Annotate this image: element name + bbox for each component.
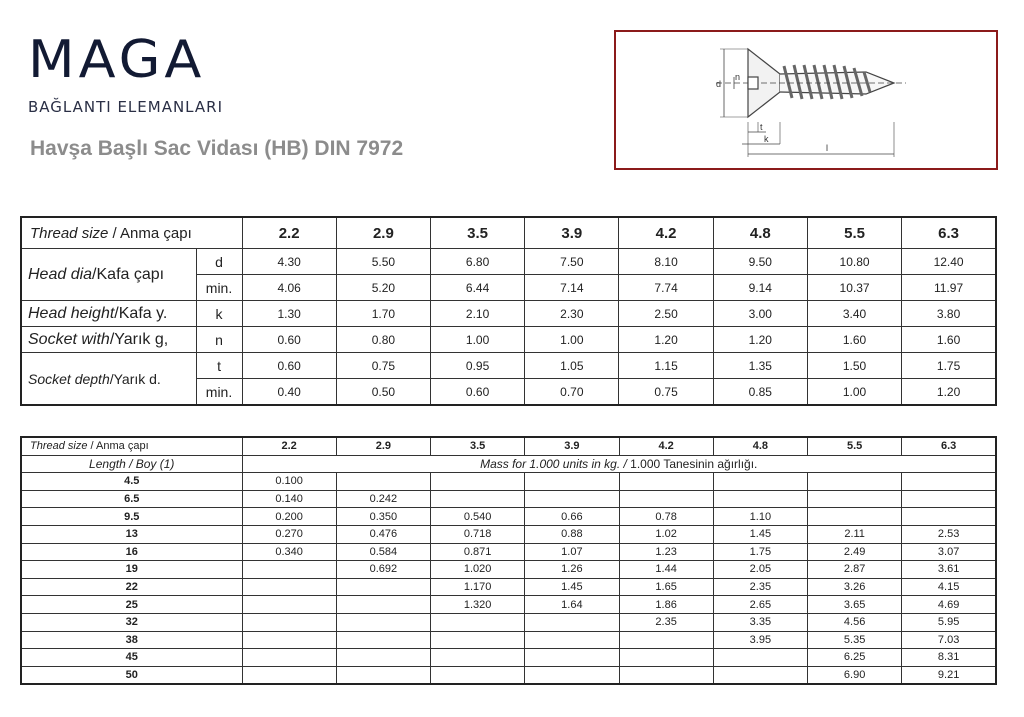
value-cell: 7.14 — [525, 275, 619, 301]
mass-value-cell — [431, 631, 525, 649]
mass-value-cell: 9.21 — [902, 666, 996, 684]
mass-value-cell: 3.07 — [902, 543, 996, 561]
brand-tagline: BAĞLANTI ELEMANLARI — [28, 98, 223, 116]
mass-value-cell: 0.78 — [619, 508, 713, 526]
param-head-height: Head height/Kafa y. — [21, 301, 196, 327]
length-cell: 22 — [21, 578, 242, 596]
mass-value-cell — [242, 596, 336, 614]
value-cell: 1.00 — [430, 327, 524, 353]
length-cell: 9.5 — [21, 508, 242, 526]
mass-value-cell — [525, 490, 619, 508]
mass-value-cell — [525, 649, 619, 667]
product-title: Havşa Başlı Sac Vidası (HB) DIN 7972 — [30, 137, 404, 160]
mass-row — [21, 561, 996, 579]
value-cell: 0.60 — [430, 379, 524, 406]
mass-row — [21, 490, 996, 508]
value-cell: 1.50 — [807, 353, 901, 379]
mass-value-cell: 4.69 — [902, 596, 996, 614]
value-cell: 1.35 — [713, 353, 807, 379]
screw-diagram — [614, 30, 998, 170]
value-cell: 5.20 — [336, 275, 430, 301]
size-header: 3.9 — [525, 217, 619, 249]
dimensions-header-row — [21, 217, 996, 249]
mass-value-cell — [336, 473, 430, 491]
mass-table — [20, 436, 997, 685]
mass-value-cell: 0.242 — [336, 490, 430, 508]
mass-value-cell: 0.476 — [336, 525, 430, 543]
mass-value-cell: 6.90 — [808, 666, 902, 684]
mass-value-cell — [242, 666, 336, 684]
mass-value-cell: 1.02 — [619, 525, 713, 543]
value-cell: 1.20 — [619, 327, 713, 353]
mass-value-cell: 2.65 — [713, 596, 807, 614]
mass-row — [21, 508, 996, 526]
mass-value-cell — [242, 613, 336, 631]
length-label: Length / Boy (1) — [21, 455, 242, 473]
size-header: 4.2 — [619, 437, 713, 455]
value-cell: 1.15 — [619, 353, 713, 379]
size-header: 2.9 — [336, 437, 430, 455]
size-header: 3.5 — [431, 437, 525, 455]
size-header: 6.3 — [902, 217, 996, 249]
mass-value-cell: 3.61 — [902, 561, 996, 579]
mass-value-cell: 4.56 — [808, 613, 902, 631]
mass-value-cell: 7.03 — [902, 631, 996, 649]
mass-value-cell: 1.86 — [619, 596, 713, 614]
value-cell: 2.30 — [525, 301, 619, 327]
mass-row — [21, 666, 996, 684]
mass-value-cell — [902, 490, 996, 508]
mass-value-cell: 1.320 — [431, 596, 525, 614]
mass-value-cell — [619, 631, 713, 649]
size-header: 6.3 — [902, 437, 996, 455]
mass-value-cell — [336, 596, 430, 614]
mass-value-cell — [431, 613, 525, 631]
mass-value-cell: 2.87 — [808, 561, 902, 579]
param-symbol: t — [196, 353, 242, 379]
value-cell: 1.20 — [902, 379, 996, 406]
mass-value-cell: 0.692 — [336, 561, 430, 579]
value-cell: 3.00 — [713, 301, 807, 327]
mass-value-cell: 3.26 — [808, 578, 902, 596]
mass-caption: Mass for 1.000 units in kg. / 1.000 Tanesinin ağırlığı. — [242, 455, 996, 473]
value-cell: 1.75 — [902, 353, 996, 379]
mass-value-cell: 1.64 — [525, 596, 619, 614]
mass-value-cell: 1.65 — [619, 578, 713, 596]
mass-value-cell — [902, 473, 996, 491]
mass-value-cell — [336, 613, 430, 631]
value-cell: 5.50 — [336, 249, 430, 275]
mass-value-cell — [808, 490, 902, 508]
value-cell: 10.80 — [807, 249, 901, 275]
mass-value-cell: 1.44 — [619, 561, 713, 579]
mass-value-cell — [336, 631, 430, 649]
value-cell: 10.37 — [807, 275, 901, 301]
size-header: 3.5 — [430, 217, 524, 249]
mass-value-cell: 0.584 — [336, 543, 430, 561]
value-cell: 0.70 — [525, 379, 619, 406]
value-cell: 4.06 — [242, 275, 336, 301]
mass-value-cell: 1.23 — [619, 543, 713, 561]
mass-value-cell: 0.88 — [525, 525, 619, 543]
value-cell: 8.10 — [619, 249, 713, 275]
param-symbol: k — [196, 301, 242, 327]
mass-rows — [21, 473, 996, 685]
socket-depth-row — [21, 353, 996, 379]
mass-value-cell: 2.49 — [808, 543, 902, 561]
value-cell: 3.40 — [807, 301, 901, 327]
size-header: 4.8 — [713, 217, 807, 249]
mass-value-cell — [336, 578, 430, 596]
countersunk-screw-drawing — [616, 32, 996, 168]
brand-name: MAGA — [28, 29, 206, 90]
value-cell: 1.60 — [807, 327, 901, 353]
mass-value-cell — [525, 631, 619, 649]
mass-value-cell — [619, 473, 713, 491]
mass-value-cell: 0.350 — [336, 508, 430, 526]
length-cell: 45 — [21, 649, 242, 667]
value-cell: 1.30 — [242, 301, 336, 327]
mass-value-cell — [431, 649, 525, 667]
mass-value-cell — [242, 578, 336, 596]
value-cell: 0.75 — [336, 353, 430, 379]
param-socket-depth: Socket depth/Yarık d. — [21, 353, 196, 406]
mass-row — [21, 473, 996, 491]
diagram-label-d: d — [716, 79, 722, 89]
value-cell: 9.14 — [713, 275, 807, 301]
mass-value-cell — [619, 666, 713, 684]
value-cell: 1.60 — [902, 327, 996, 353]
value-cell: 11.97 — [902, 275, 996, 301]
param-symbol: min. — [196, 275, 242, 301]
size-header: 2.2 — [242, 437, 336, 455]
value-cell: 3.80 — [902, 301, 996, 327]
mass-value-cell: 1.26 — [525, 561, 619, 579]
value-cell: 6.44 — [430, 275, 524, 301]
value-cell: 1.20 — [713, 327, 807, 353]
length-cell: 25 — [21, 596, 242, 614]
mass-value-cell: 1.45 — [525, 578, 619, 596]
mass-value-cell — [242, 649, 336, 667]
size-header: 4.2 — [619, 217, 713, 249]
value-cell: 1.00 — [525, 327, 619, 353]
mass-value-cell: 0.200 — [242, 508, 336, 526]
length-cell: 6.5 — [21, 490, 242, 508]
value-cell: 1.00 — [807, 379, 901, 406]
mass-value-cell: 1.10 — [713, 508, 807, 526]
brand-logo — [28, 29, 223, 116]
diagram-label-t: t — [760, 122, 763, 132]
length-cell: 50 — [21, 666, 242, 684]
length-cell: 19 — [21, 561, 242, 579]
diagram-label-k: k — [764, 134, 769, 144]
mass-value-cell: 0.66 — [525, 508, 619, 526]
mass-value-cell — [619, 490, 713, 508]
mass-value-cell: 6.25 — [808, 649, 902, 667]
length-cell: 32 — [21, 613, 242, 631]
param-socket-width: Socket with/Yarık g, — [21, 327, 196, 353]
mass-value-cell — [902, 508, 996, 526]
diagram-label-l: l — [826, 143, 828, 153]
value-cell: 0.60 — [242, 327, 336, 353]
head-height-row — [21, 301, 996, 327]
length-cell: 16 — [21, 543, 242, 561]
mass-value-cell: 3.35 — [713, 613, 807, 631]
value-cell: 1.70 — [336, 301, 430, 327]
value-cell: 4.30 — [242, 249, 336, 275]
mass-value-cell — [525, 613, 619, 631]
length-cell: 13 — [21, 525, 242, 543]
size-header: 2.2 — [242, 217, 336, 249]
value-cell: 2.50 — [619, 301, 713, 327]
mass-row — [21, 649, 996, 667]
mass-value-cell — [713, 666, 807, 684]
mass-value-cell: 2.35 — [619, 613, 713, 631]
mass-row — [21, 613, 996, 631]
diagram-label-n: n — [735, 72, 741, 82]
value-cell: 0.75 — [619, 379, 713, 406]
param-symbol: d — [196, 249, 242, 275]
dimensions-table — [20, 216, 997, 406]
mass-value-cell — [242, 561, 336, 579]
mass-value-cell: 1.45 — [713, 525, 807, 543]
size-header: 3.9 — [525, 437, 619, 455]
mass-value-cell: 5.95 — [902, 613, 996, 631]
value-cell: 0.40 — [242, 379, 336, 406]
mass-value-cell: 0.871 — [431, 543, 525, 561]
mass-value-cell: 0.140 — [242, 490, 336, 508]
mass-row — [21, 578, 996, 596]
mass-subheader-row — [21, 455, 996, 473]
value-cell: 2.10 — [430, 301, 524, 327]
value-cell: 7.74 — [619, 275, 713, 301]
size-header: 2.9 — [336, 217, 430, 249]
mass-value-cell: 3.65 — [808, 596, 902, 614]
mass-value-cell — [713, 649, 807, 667]
mass-row — [21, 596, 996, 614]
head-dia-row — [21, 249, 996, 275]
param-symbol: n — [196, 327, 242, 353]
size-header: 5.5 — [807, 217, 901, 249]
value-cell: 6.80 — [430, 249, 524, 275]
mass-value-cell: 0.100 — [242, 473, 336, 491]
mass-value-cell: 3.95 — [713, 631, 807, 649]
length-cell: 4.5 — [21, 473, 242, 491]
size-header: 4.8 — [713, 437, 807, 455]
mass-value-cell: 4.15 — [902, 578, 996, 596]
thread-size-label: Thread size / Anma çapı — [21, 437, 242, 455]
mass-value-cell: 1.020 — [431, 561, 525, 579]
mass-value-cell: 1.07 — [525, 543, 619, 561]
thread-size-label: Thread size / Anma çapı — [21, 217, 242, 249]
value-cell: 0.50 — [336, 379, 430, 406]
mass-value-cell — [525, 666, 619, 684]
mass-row — [21, 631, 996, 649]
value-cell: 0.80 — [336, 327, 430, 353]
mass-header-row — [21, 437, 996, 455]
mass-value-cell: 2.35 — [713, 578, 807, 596]
mass-value-cell: 0.340 — [242, 543, 336, 561]
mass-value-cell — [619, 649, 713, 667]
mass-value-cell — [808, 508, 902, 526]
value-cell: 0.85 — [713, 379, 807, 406]
mass-value-cell — [525, 473, 619, 491]
param-head-dia: Head dia/Kafa çapı — [21, 249, 196, 301]
mass-value-cell — [431, 666, 525, 684]
value-cell: 7.50 — [525, 249, 619, 275]
mass-value-cell — [713, 490, 807, 508]
mass-value-cell: 0.718 — [431, 525, 525, 543]
value-cell: 0.60 — [242, 353, 336, 379]
mass-value-cell — [431, 473, 525, 491]
mass-value-cell: 5.35 — [808, 631, 902, 649]
mass-value-cell — [431, 490, 525, 508]
param-symbol: min. — [196, 379, 242, 406]
length-cell: 38 — [21, 631, 242, 649]
mass-value-cell — [336, 666, 430, 684]
mass-value-cell: 8.31 — [902, 649, 996, 667]
mass-value-cell: 2.05 — [713, 561, 807, 579]
mass-value-cell — [808, 473, 902, 491]
mass-row — [21, 525, 996, 543]
mass-value-cell — [242, 631, 336, 649]
mass-value-cell: 0.540 — [431, 508, 525, 526]
mass-value-cell: 0.270 — [242, 525, 336, 543]
value-cell: 9.50 — [713, 249, 807, 275]
mass-value-cell — [713, 473, 807, 491]
mass-row — [21, 543, 996, 561]
mass-value-cell: 1.170 — [431, 578, 525, 596]
value-cell: 1.05 — [525, 353, 619, 379]
mass-value-cell: 2.11 — [808, 525, 902, 543]
value-cell: 0.95 — [430, 353, 524, 379]
mass-value-cell — [336, 649, 430, 667]
mass-value-cell: 1.75 — [713, 543, 807, 561]
socket-width-row — [21, 327, 996, 353]
value-cell: 12.40 — [902, 249, 996, 275]
size-header: 5.5 — [808, 437, 902, 455]
mass-value-cell: 2.53 — [902, 525, 996, 543]
